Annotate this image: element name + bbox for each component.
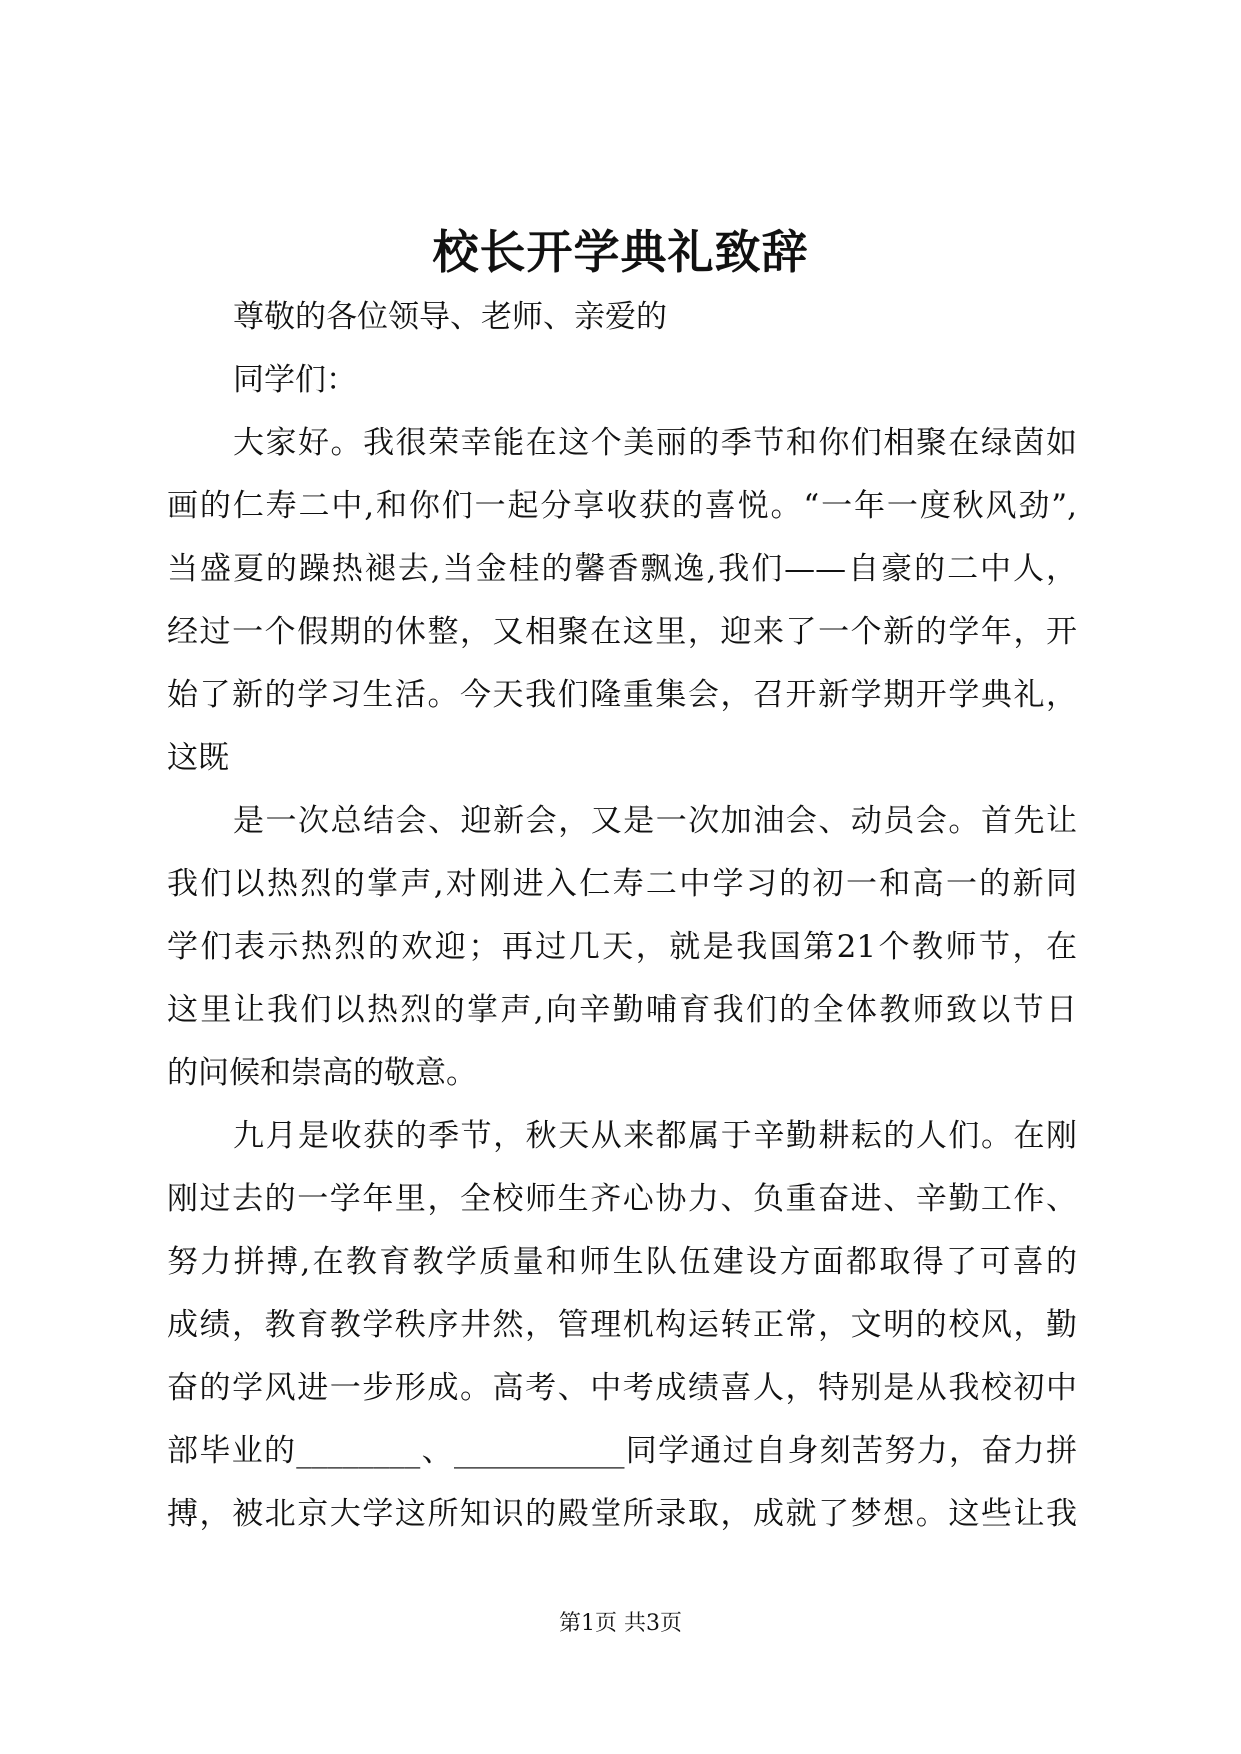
body-line: 搏，被北京大学这所知识的殿堂所录取，成就了梦想。这些让我 [167,1496,1077,1532]
body-line: 努力拼搏,在教育教学质量和师生队伍建设方面都取得了可喜的 [167,1244,1077,1280]
body-line: 画的仁寿二中,和你们一起分享收获的喜悦。“一年一度秋风劲”, [167,488,1077,524]
body-line: 同学们： [233,362,357,398]
body-line: 这既 [167,740,229,776]
body-line: 是一次总结会、迎新会，又是一次加油会、动员会。首先让 [233,803,1077,839]
body-line: 的问候和崇高的敬意。 [167,1055,477,1091]
body-line: 尊敬的各位领导、老师、亲爱的 [233,299,667,335]
document-title: 校长开学典礼致辞 [432,225,809,279]
body-line: 经过一个假期的休整，又相聚在这里，迎来了一个新的学年，开 [167,614,1077,650]
body-line: 这里让我们以热烈的掌声,向辛勤哺育我们的全体教师致以节日 [167,992,1077,1028]
body-line: 我们以热烈的掌声,对刚进入仁寿二中学习的初一和高一的新同 [167,866,1077,902]
document-body [167,286,1077,1546]
page-footer: 第1页 共3页 [559,1611,682,1636]
body-line: 成绩，教育教学秩序井然，管理机构运转正常，文明的校风，勤 [167,1307,1077,1343]
body-line: 学们表示热烈的欢迎；再过几天，就是我国第21个教师节，在 [167,929,1077,965]
body-line: 九月是收获的季节，秋天从来都属于辛勤耕耘的人们。在刚 [233,1118,1077,1154]
body-line: 当盛夏的躁热褪去,当金桂的馨香飘逸,我们——自豪的二中人， [167,551,1077,587]
body-line: 大家好。我很荣幸能在这个美丽的季节和你们相聚在绿茵如 [233,425,1077,461]
body-line: 部毕业的________、___________同学通过自身刻苦努力，奋力拼 [167,1433,1077,1469]
body-line: 奋的学风进一步形成。高考、中考成绩喜人，特别是从我校初中 [167,1370,1077,1406]
body-line: 刚过去的一学年里，全校师生齐心协力、负重奋进、辛勤工作、 [167,1181,1077,1217]
body-line: 始了新的学习生活。今天我们隆重集会，召开新学期开学典礼， [167,677,1077,713]
